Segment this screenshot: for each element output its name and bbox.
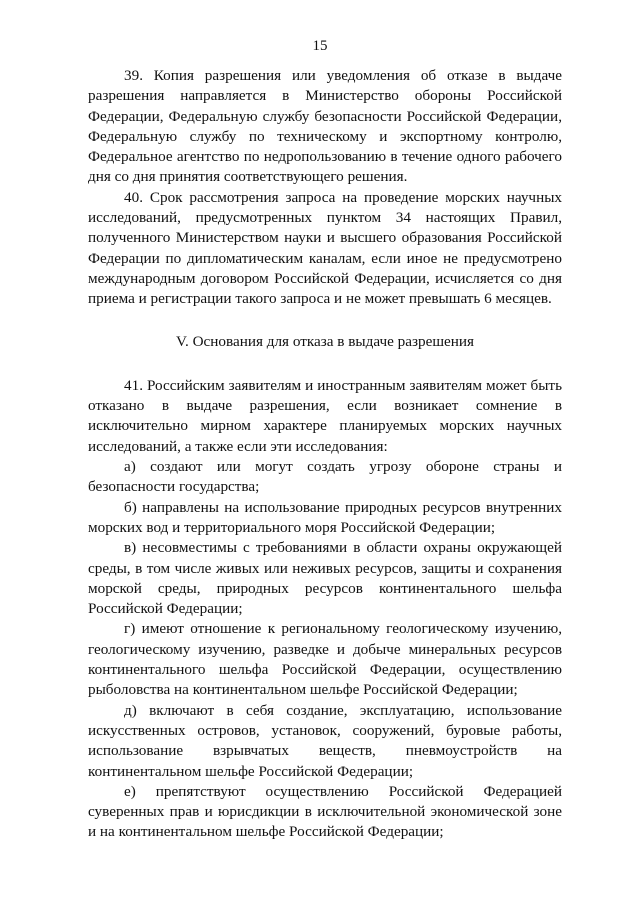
subitem-a: а) создают или могут создать угрозу обороне страны и безопасности государства; xyxy=(88,458,562,496)
page-number: 15 xyxy=(312,38,328,54)
section-heading: V. Основания для отказа в выдаче разрешения xyxy=(175,332,475,350)
subitem-b: б) направлены на использование природных ресурсов внутренних морских вод и территориального моря Российской Федерации; xyxy=(88,498,562,536)
paragraph-41: 41. Российским заявителям и иностранным заявителям может быть отказано в выдаче разрешения, если возникает сомнение в исключительно мирном характере планируемых морских научных исследований, а также если эти исследования: xyxy=(88,376,562,455)
subitem-g: г) имеют отношение к региональному геологическому изучению, геологическому изучению, разведке и добыче минеральных ресурсов континентального шельфа Российской Федерации, осуществлению рыболовства на континентальном шельфе Российской Федерации; xyxy=(88,620,562,699)
subitem-v: в) несовместимы с требованиями в области охраны окружающей среды, в том числе живых или неживых ресурсов, защиты и сохранения морской среды, природных ресурсов континентального шельфа Российской Федерации; xyxy=(88,539,562,618)
subitem-d: д) включают в себя создание, эксплуатацию, использование искусственных островов, установок, сооружений, буровые работы, использование взрывчатых веществ, пневмоустройств на континентальном шельфе Российской Федерации; xyxy=(88,701,562,780)
paragraph-40: 40. Срок рассмотрения запроса на проведение морских научных исследований, предусмотренных пунктом 34 настоящих Правил, полученного Министерством науки и высшего образования Российской Федерации по дипломатическим каналам, если иное не предусмотрено международным договором Российской Федерации, исчисляется со дня приема и регистрации такого запроса и не может превышать 6 месяцев. xyxy=(88,188,562,308)
document-body xyxy=(88,66,562,843)
subitem-e: е) препятствуют осуществлению Российской Федерацией суверенных прав и юрисдикции в исключительной экономической зоне и на континентальном шельфе Российской Федерации; xyxy=(88,782,562,841)
paragraph-39: 39. Копия разрешения или уведомления об отказе в выдаче разрешения направляется в Министерство обороны Российской Федерации, Федеральную службу безопасности Российской Федерации, Федеральную службу по техническому и экспортному контролю, Федеральное агентство по недропользованию в течение одного рабочего дня со дня принятия соответствующего решения. xyxy=(88,67,562,186)
